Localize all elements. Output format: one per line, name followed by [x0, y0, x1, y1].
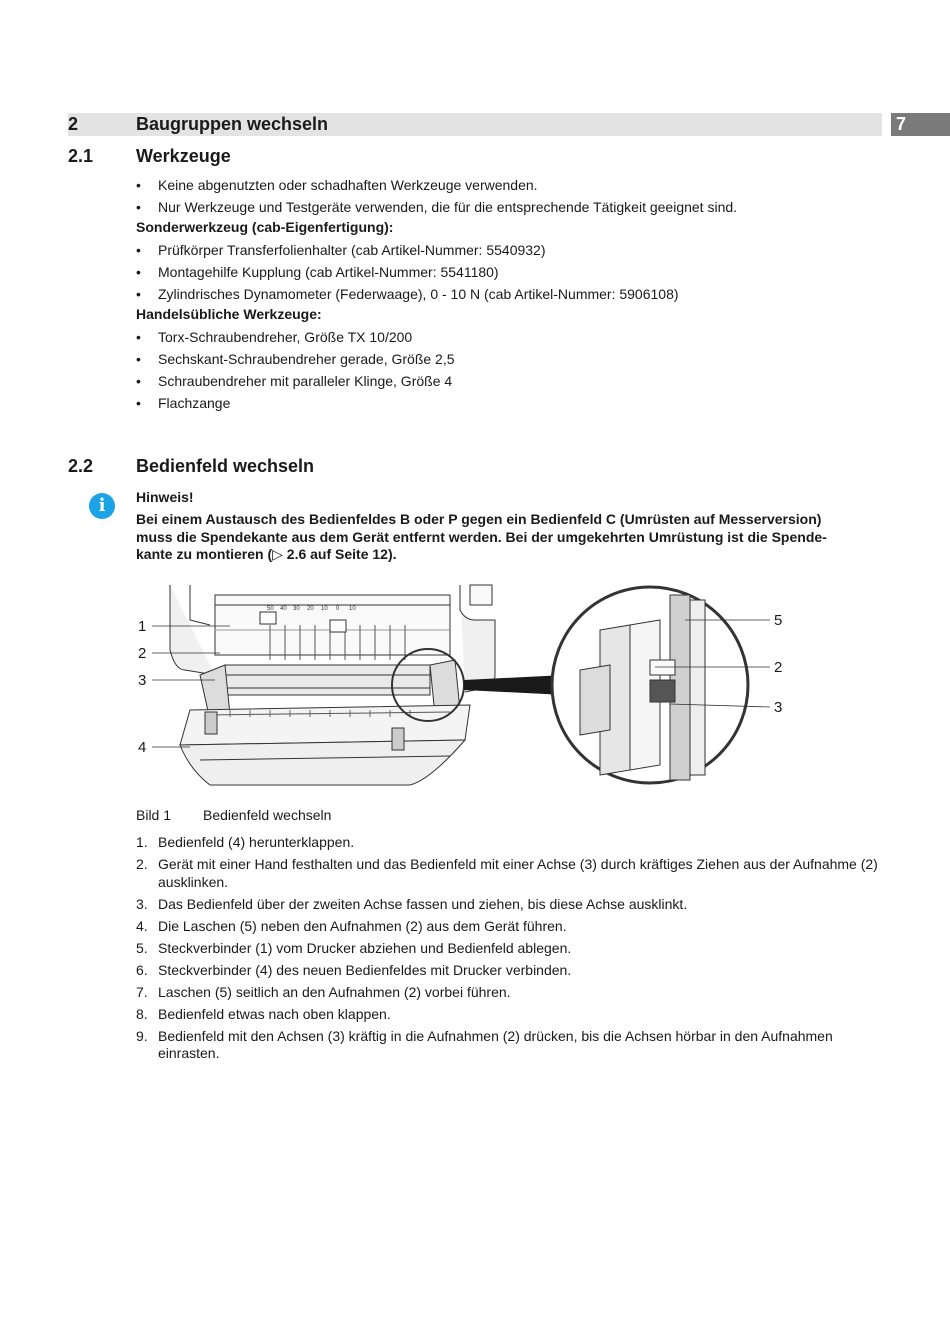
- special-tools-heading: Sonderwerkzeug (cab-Eigenfertigung):: [136, 219, 394, 235]
- figure-caption-text: Bedienfeld wechseln: [203, 807, 332, 823]
- detail-view: [552, 587, 748, 783]
- callout-label-4: 4: [138, 739, 147, 756]
- step-number: 1.: [136, 834, 148, 850]
- step-item: [136, 984, 886, 1002]
- scale-label: 0: [336, 606, 340, 612]
- step-number: 9.: [136, 1027, 148, 1044]
- common-tools-list: [136, 328, 455, 416]
- callout-label-1: 1: [138, 618, 147, 635]
- list-item: • Sechskant-Schraubendreher gerade, Größe 2,5: [136, 350, 455, 372]
- callout-label-5: 5: [774, 612, 783, 629]
- step-item: [136, 896, 886, 914]
- step-item: [136, 940, 886, 958]
- note-title: Hinweis!: [136, 489, 194, 505]
- step-text: Bedienfeld etwas nach oben klappen.: [158, 1005, 391, 1022]
- step-text: Gerät mit einer Hand festhalten und das Bedienfeld mit einer Achse (3) durch kräftiges Ziehen aus der Aufnahme (2) ausklinken.: [158, 856, 878, 890]
- step-text: Bedienfeld (4) herunterklappen.: [158, 834, 355, 850]
- step-text: Bedienfeld mit den Achsen (3) kräftig in die Aufnahmen (2) drücken, bis die Achsen hörbar in den Aufnahmen einrasten.: [158, 1027, 833, 1061]
- step-item: [136, 834, 886, 852]
- step-text: Laschen (5) seitlich an den Aufnahmen (2) vorbei führen.: [158, 983, 511, 1000]
- scale-label: 10: [321, 606, 328, 612]
- step-number: 8.: [136, 1005, 148, 1022]
- chapter-title: Baugruppen wechseln: [136, 114, 329, 134]
- general-rules-list: [136, 176, 737, 220]
- step-number: 5.: [136, 939, 148, 956]
- step-text: Steckverbinder (1) vom Drucker abziehen und Bedienfeld ablegen.: [158, 939, 572, 956]
- callout-label-2-detail: 2: [774, 659, 783, 676]
- callout-label-2: 2: [138, 645, 147, 662]
- scale-label: 10: [349, 606, 356, 612]
- step-item: [136, 918, 886, 936]
- common-tools-heading: Handelsübliche Werkzeuge:: [136, 306, 322, 322]
- list-item: • Flachzange: [136, 394, 455, 416]
- list-item: • Schraubendreher mit paralleler Klinge, Größe 4: [136, 372, 455, 394]
- scale-label: 40: [280, 606, 287, 612]
- step-text: Das Bedienfeld über der zweiten Achse fassen und ziehen, bis diese Achse ausklinkt.: [158, 895, 688, 912]
- section-number: 2.2: [68, 456, 94, 476]
- figure-caption-number: Bild 1: [136, 807, 172, 823]
- special-tools-list: [136, 241, 679, 307]
- step-text: Die Laschen (5) neben den Aufnahmen (2) aus dem Gerät führen.: [158, 917, 567, 934]
- list-item: • Torx-Schraubendreher, Größe TX 10/200: [136, 328, 455, 350]
- step-item: [136, 1006, 886, 1024]
- step-number: 3.: [136, 895, 148, 912]
- note-text: Bei einem Austausch des Bedienfeldes B oder P gegen ein Bedienfeld C (Umrüsten auf Messerversion) muss die Spendekante aus dem Gerät entfernt werden. Bei der umgekehrten Umrüstung ist die Spende- kante zu montieren (▷ 2.6 auf Seite 12).: [136, 511, 827, 562]
- step-item: [136, 962, 886, 980]
- section-title: Werkzeuge: [136, 146, 231, 166]
- list-item: • Zylindrisches Dynamometer (Federwaage), 0 - 10 N (cab Artikel-Nummer: 5906108): [136, 285, 679, 307]
- list-item: • Keine abgenutzten oder schadhaften Werkzeuge verwenden.: [136, 176, 737, 198]
- list-item: • Nur Werkzeuge und Testgeräte verwenden, die für die entsprechende Tätigkeit geeignet sind.: [136, 198, 737, 220]
- page-number: 7: [896, 114, 907, 134]
- step-number: 6.: [136, 961, 148, 978]
- step-item: [136, 856, 886, 891]
- step-number: 4.: [136, 917, 148, 934]
- chapter-number: 2: [68, 114, 79, 134]
- section-number: 2.1: [68, 146, 94, 166]
- info-icon: i: [89, 493, 115, 519]
- page-number-tab: [891, 113, 950, 136]
- step-text: Steckverbinder (4) des neuen Bedienfeldes mit Drucker verbinden.: [158, 961, 572, 978]
- step-number: 7.: [136, 983, 148, 1000]
- list-item: • Prüfkörper Transferfolienhalter (cab Artikel-Nummer: 5540932): [136, 241, 679, 263]
- scale-label: 50: [267, 606, 274, 612]
- scale-label: 30: [293, 606, 300, 612]
- printer-illustration: [130, 580, 820, 795]
- step-number: 2.: [136, 856, 148, 872]
- list-item: • Montagehilfe Kupplung (cab Artikel-Nummer: 5541180): [136, 263, 679, 285]
- callout-label-3-detail: 3: [774, 699, 783, 716]
- step-item: [136, 1028, 886, 1063]
- scale-label: 20: [307, 606, 314, 612]
- procedure-steps: [136, 834, 886, 1067]
- printer-drawing: [170, 585, 495, 785]
- section-title: Bedienfeld wechseln: [136, 456, 315, 476]
- callout-label-3: 3: [138, 672, 147, 689]
